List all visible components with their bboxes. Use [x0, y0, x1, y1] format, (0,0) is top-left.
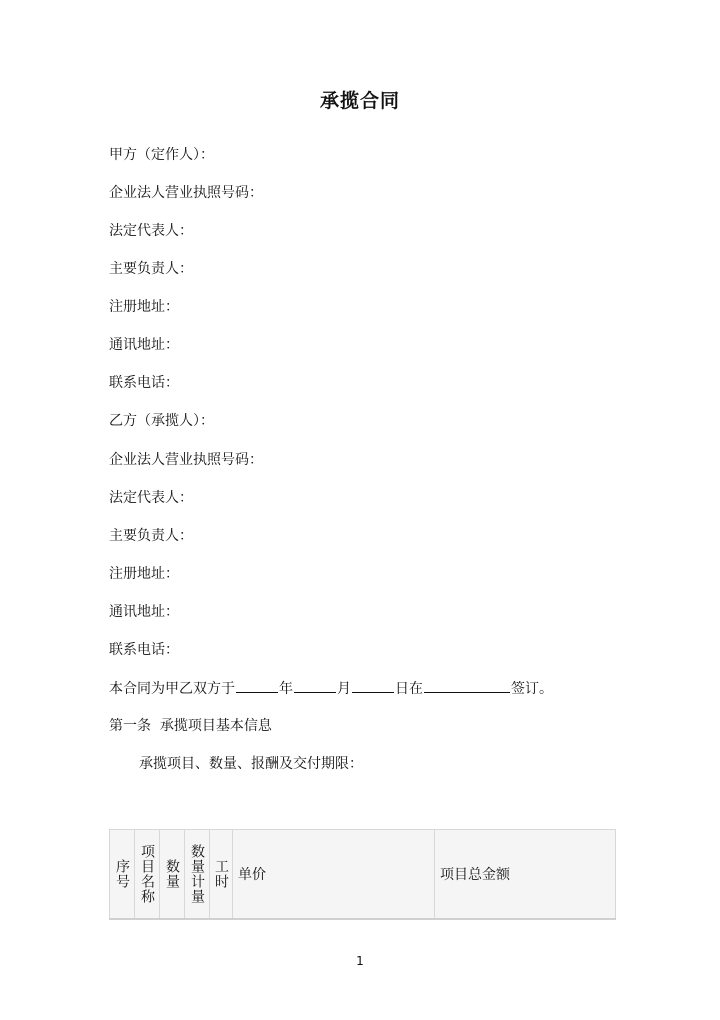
place-blank[interactable]: [424, 678, 510, 693]
party-a-header: 甲方（定作人）：: [109, 147, 214, 163]
party-b-reg-address: 注册地址：: [109, 566, 179, 582]
day-blank[interactable]: [352, 678, 394, 693]
signing-suffix: 签订。: [511, 681, 553, 697]
party-a-legal-rep: 法定代表人：: [109, 223, 193, 239]
items-table: [109, 829, 616, 920]
signing-sentence: [109, 678, 553, 699]
party-a-phone: 联系电话：: [109, 375, 179, 391]
page-number: 1: [356, 954, 364, 968]
header-qty: 数量: [160, 830, 185, 920]
party-b-principal: 主要负责人：: [109, 528, 193, 544]
signing-year: 年: [279, 681, 293, 697]
signing-month: 月: [337, 681, 351, 697]
month-blank[interactable]: [294, 678, 336, 693]
header-total: 项目总金额: [435, 830, 616, 920]
header-name: 项目名称: [135, 830, 160, 920]
party-b-header: 乙方（承揽人）：: [109, 413, 214, 429]
header-hours: 工时: [210, 830, 233, 920]
party-b-mail-address: 通讯地址：: [109, 604, 179, 620]
article1-heading: 第一条 承揽项目基本信息: [109, 718, 272, 734]
party-b-license: 企业法人营业执照号码：: [109, 452, 263, 468]
party-b-legal-rep: 法定代表人：: [109, 490, 193, 506]
header-unit: 数量计量: [185, 830, 210, 920]
header-price: 单价: [233, 830, 435, 920]
header-seq: 序号: [110, 830, 135, 920]
party-b-phone: 联系电话：: [109, 642, 179, 658]
party-a-reg-address: 注册地址：: [109, 299, 179, 315]
year-blank[interactable]: [236, 678, 278, 693]
party-a-mail-address: 通讯地址：: [109, 337, 179, 353]
article1-intro: 承揽项目、数量、报酬及交付期限：: [139, 756, 363, 772]
signing-prefix: 本合同为甲乙双方于: [109, 681, 235, 697]
party-a-principal: 主要负责人：: [109, 261, 193, 277]
contract-title: 承揽合同: [319, 90, 400, 112]
table-header-row: [110, 830, 616, 920]
party-a-license: 企业法人营业执照号码：: [109, 185, 263, 201]
signing-day: 日在: [395, 681, 423, 697]
